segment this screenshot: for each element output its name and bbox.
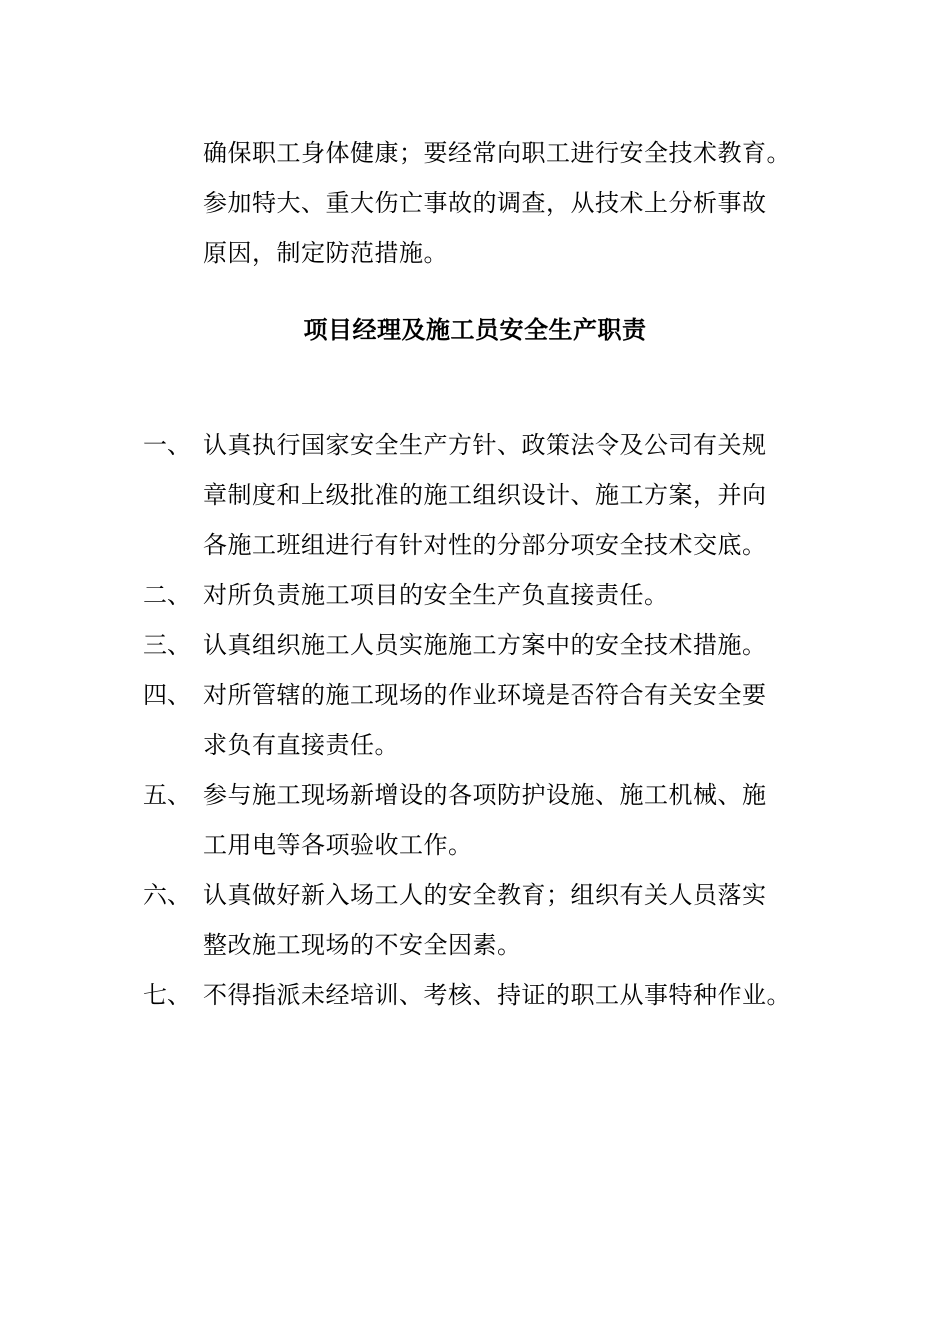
item-number: 一、 <box>143 431 191 459</box>
list-item <box>143 570 843 620</box>
list-item <box>143 670 843 770</box>
list-item <box>143 870 843 970</box>
item-line: 认真组织施工人员实施施工方案中的安全技术措施。 <box>203 631 767 659</box>
item-number: 七、 <box>143 981 191 1009</box>
item-number: 五、 <box>143 781 191 809</box>
item-line: 对所管辖的施工现场的作业环境是否符合有关安全要 <box>203 681 767 709</box>
item-text <box>203 670 843 770</box>
item-line: 工用电等各项验收工作。 <box>203 831 473 859</box>
item-number: 二、 <box>143 581 191 609</box>
duty-list <box>143 420 843 1020</box>
intro-paragraph <box>203 128 843 278</box>
list-item <box>143 420 843 570</box>
item-line: 各施工班组进行有针对性的分部分项安全技术交底。 <box>203 531 767 559</box>
item-text <box>203 420 843 570</box>
item-number: 三、 <box>143 631 191 659</box>
item-line: 对所负责施工项目的安全生产负直接责任。 <box>203 581 669 609</box>
item-text <box>203 770 843 870</box>
item-line: 章制度和上级批准的施工组织设计、施工方案，并向 <box>203 481 767 509</box>
section-title: 项目经理及施工员安全生产职责 <box>303 315 647 344</box>
list-item <box>143 620 843 670</box>
item-line: 不得指派未经培训、考核、持证的职工从事特种作业。 <box>203 981 791 1009</box>
item-text <box>203 570 843 620</box>
item-number: 六、 <box>143 881 191 909</box>
list-item <box>143 770 843 870</box>
item-text <box>203 620 843 670</box>
item-line: 认真执行国家安全生产方针、政策法令及公司有关规 <box>203 431 767 459</box>
item-number: 四、 <box>143 681 191 709</box>
intro-line: 原因，制定防范措施。 <box>203 239 448 267</box>
item-line: 参与施工现场新增设的各项防护设施、施工机械、施 <box>203 781 767 809</box>
intro-line: 参加特大、重大伤亡事故的调查，从技术上分析事故 <box>203 189 767 217</box>
list-item <box>143 970 843 1020</box>
item-line: 求负有直接责任。 <box>203 731 399 759</box>
item-text <box>203 970 843 1020</box>
intro-line: 确保职工身体健康；要经常向职工进行安全技术教育。 <box>203 139 791 167</box>
item-line: 认真做好新入场工人的安全教育；组织有关人员落实 <box>203 881 767 909</box>
item-text <box>203 870 843 970</box>
item-line: 整改施工现场的不安全因素。 <box>203 931 522 959</box>
